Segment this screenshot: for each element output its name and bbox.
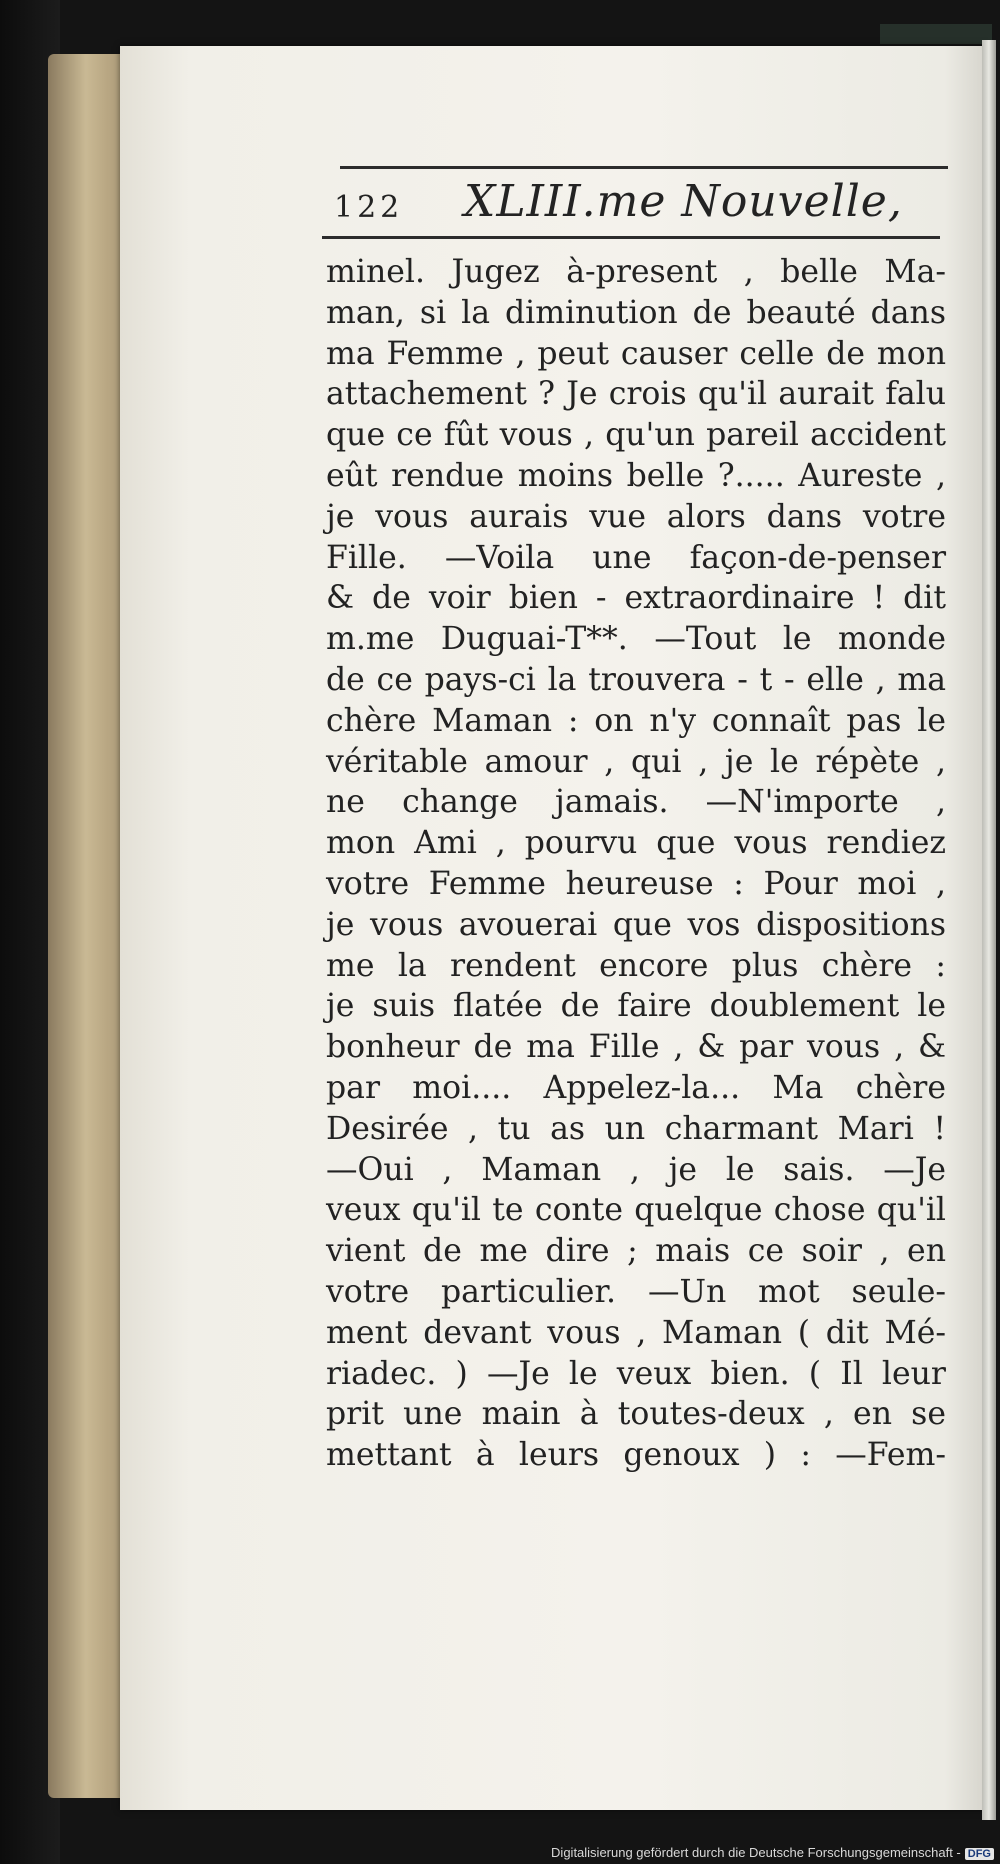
- credit-text: Digitalisierung gefördert durch die Deutsche Forschungsgemeinschaft -: [551, 1845, 961, 1860]
- text-line: eût rendue moins belle ?..... Aureste ,: [326, 457, 946, 494]
- running-header: [334, 174, 954, 234]
- text-line: de ce pays-ci la trouvera - t - elle , ma: [326, 661, 946, 698]
- text-line: minel. Jugez à-present , belle Ma-: [326, 254, 946, 290]
- text-line: vient de me dire ; mais ce soir , en: [326, 1233, 946, 1270]
- text-line: ma Femme , peut causer celle de mon: [326, 335, 946, 372]
- text-line: Fille. —Voila une façon-de-penser: [326, 539, 946, 576]
- text-line: riadec. ) —Je le veux bien. ( Il leur: [326, 1355, 946, 1392]
- text-line: ment devant vous , Maman ( dit Mé-: [326, 1314, 946, 1351]
- text-line: me la rendent encore plus chère :: [326, 947, 946, 984]
- text-line: je suis flatée de faire doublement le: [326, 988, 946, 1025]
- body-text: [326, 252, 946, 1476]
- text-line: par moi.... Appelez-la... Ma chère: [326, 1069, 946, 1106]
- text-line: bonheur de ma Fille , & par vous , &: [326, 1029, 946, 1066]
- text-line: je vous aurais vue alors dans votre: [326, 498, 946, 535]
- text-line: prit une main à toutes-deux , en se: [326, 1396, 946, 1433]
- running-title: XLIII.me Nouvelle,: [464, 176, 903, 227]
- text-line: mettant à leurs genoux ) : —Fem-: [326, 1437, 946, 1474]
- text-line: mon Ami , pourvu que vous rendiez: [326, 825, 946, 862]
- page-number: 122: [334, 190, 404, 225]
- text-line: votre Femme heureuse : Pour moi ,: [326, 865, 946, 902]
- text-line: & de voir bien - extraordinaire ! dit: [326, 580, 946, 617]
- text-line: Desirée , tu as un charmant Mari !: [326, 1110, 946, 1147]
- right-page-edge: [982, 40, 996, 1820]
- dfg-logo: DFG: [965, 1848, 994, 1860]
- text-line: attachement ? Je crois qu'il aurait falu: [326, 376, 946, 413]
- text-line: que ce fût vous , qu'un pareil accident: [326, 417, 946, 454]
- text-line: je vous avouerai que vos dispositions: [326, 906, 946, 943]
- text-line: man, si la diminution de beauté dans: [326, 294, 946, 331]
- text-line: veux qu'il te conte quelque chose qu'il: [326, 1192, 946, 1229]
- text-line: ne change jamais. —N'importe ,: [326, 784, 946, 821]
- header-rule-bottom: [322, 236, 940, 239]
- digitization-credit: [551, 1845, 994, 1860]
- page-tab: [880, 24, 992, 44]
- text-line: m.me Duguai-T**. —Tout le monde: [326, 621, 946, 658]
- text-line: chère Maman : on n'y connaît pas le: [326, 702, 946, 739]
- text-line: votre particulier. —Un mot seule-: [326, 1273, 946, 1310]
- header-rule-top: [340, 166, 948, 169]
- text-line: véritable amour , qui , je le répète ,: [326, 743, 946, 780]
- text-line: —Oui , Maman , je le sais. —Je: [326, 1151, 946, 1188]
